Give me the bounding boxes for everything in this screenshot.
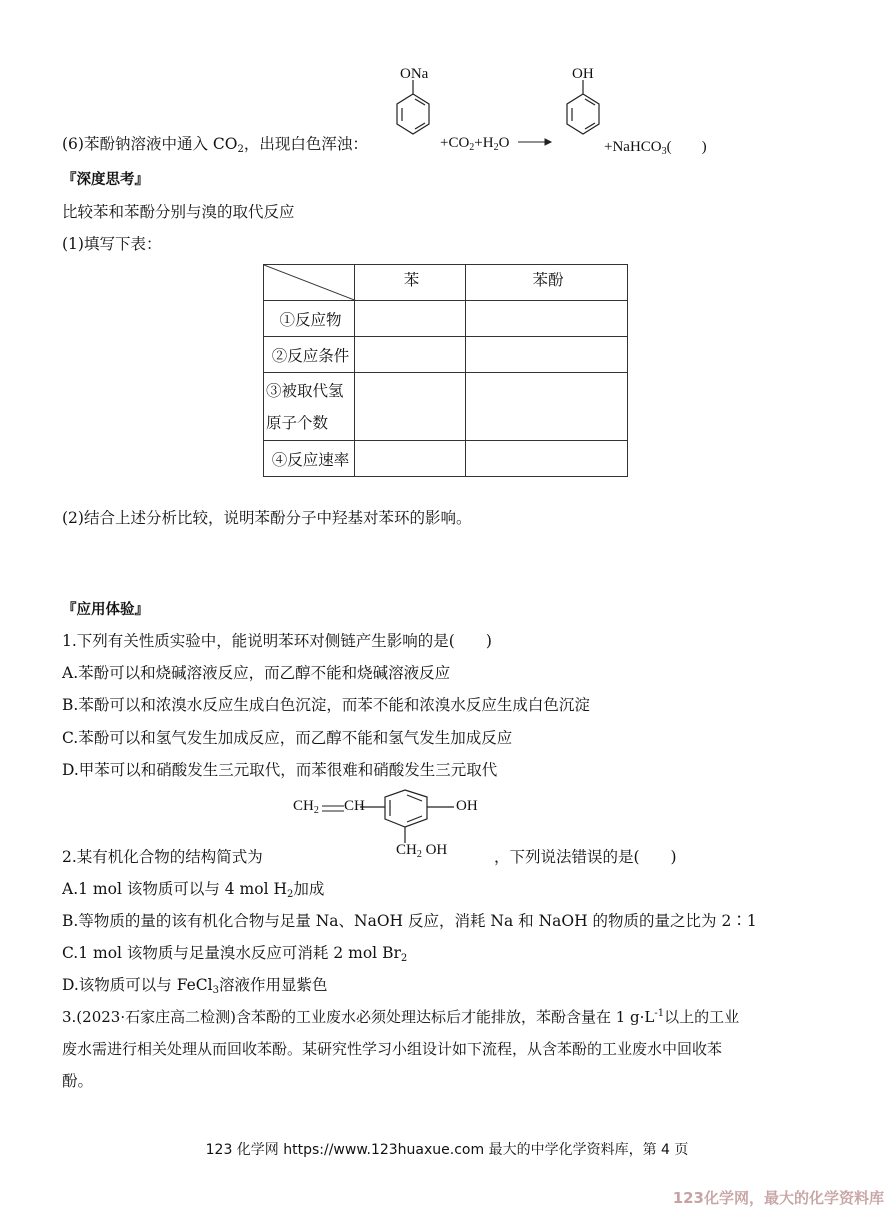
q1-stem: 1.下列有关性质实验中，能说明苯环对侧链产生影响的是( ) [62, 632, 492, 650]
benzene-ring-2 [567, 80, 599, 134]
table-cell[interactable] [355, 441, 466, 477]
q1-option-c: C.苯酚可以和氢气发生加成反应，而乙醇不能和氢气发生加成反应 [62, 729, 513, 747]
q2-struct-ch2: $CH_2$ [293, 798, 319, 816]
table-row-substituted-h: ③被取代氢 原子个数 [264, 373, 355, 441]
deep-think-heading: 『深度思考』 [62, 172, 149, 188]
q2-stem-a: 2.某有机化合物的结构简式为 [62, 848, 263, 866]
table-cell[interactable] [466, 441, 628, 477]
table-cell[interactable] [355, 373, 466, 441]
apply-heading: 『应用体验』 [62, 602, 149, 618]
table-row-condition: ②反应条件 [264, 337, 355, 373]
table-header-benzene: 苯 [355, 265, 466, 301]
watermark: 123化学网，最大的化学资料库 [672, 1189, 884, 1207]
benzene-ring-1 [397, 80, 429, 134]
q2-struct-oh: OH [456, 798, 478, 814]
table-row-rate: ④反应速率 [264, 441, 355, 477]
q1-option-d: D.甲苯可以和硝酸发生三元取代，而苯很难和硝酸发生三元取代 [62, 761, 498, 779]
deep-think-q2: (2)结合上述分析比较，说明苯酚分子中羟基对苯环的影响。 [62, 509, 472, 527]
q3-line1: 3.(2023·石家庄高二检测)含苯酚的工业废水必须处理达标后才能排放，苯酚含量在 1 $g\cdot L^{-1}$以上的工业 [62, 1008, 740, 1026]
double-bond-icon [322, 804, 344, 814]
table-corner-cell [264, 265, 355, 301]
q2-option-d: D.该物质可以与 FeCl$_3$溶液作用显紫色 [62, 976, 328, 996]
ona-label: ONa [400, 66, 429, 82]
item6-reactants: $+CO_2+H_2O$ [440, 135, 510, 153]
q2-stem-b: ，下列说法错误的是( ) [494, 848, 677, 866]
table-header-phenol: 苯酚 [466, 265, 628, 301]
q3-line2: 废水需进行相关处理从而回收苯酚。某研究性学习小组设计如下流程，从含苯酚的工业废水中回收苯 [62, 1040, 723, 1058]
q1-option-a: A.苯酚可以和烧碱溶液反应，而乙醇不能和烧碱溶液反应 [62, 664, 451, 682]
q2-option-c: C.1 mol 该物质与足量溴水反应可消耗 2 mol $Br_2$ [62, 944, 408, 964]
reaction-arrow [518, 139, 551, 145]
q3-line3: 酚。 [62, 1072, 94, 1090]
q2-struct-ch: CH [344, 798, 365, 814]
table-cell[interactable] [466, 337, 628, 373]
comparison-table [263, 264, 628, 477]
q2-struct-ch2oh: $CH_2$ OH [396, 842, 448, 860]
deep-think-intro: 比较苯和苯酚分别与溴的取代反应 [62, 203, 295, 221]
deep-think-q1: (1)填写下表： [62, 235, 162, 253]
q1-option-b: B.苯酚可以和浓溴水反应生成白色沉淀，而苯不能和浓溴水反应生成白色沉淀 [62, 696, 590, 714]
table-cell[interactable] [466, 301, 628, 337]
oh-label: OH [572, 66, 594, 82]
page-footer: 123 化学网 https://www.123huaxue.com 最大的中学化学资料库，第 4 页 [205, 1142, 689, 1158]
table-cell[interactable] [466, 373, 628, 441]
q2-option-b: B.等物质的量的该有机化合物与足量 Na、NaOH 反应，消耗 Na 和 NaOH 的物质的量之比为 2∶1 [62, 912, 757, 930]
q2-option-a: A.1 mol 该物质可以与 4 mol $H_2$加成 [62, 880, 325, 900]
table-cell[interactable] [355, 337, 466, 373]
table-row-reactant: ①反应物 [264, 301, 355, 337]
item6-text: (6)苯酚钠溶液中通入 $CO_2$，出现白色浑浊： [62, 135, 368, 155]
table-cell[interactable] [355, 301, 466, 337]
item6-products: +NaHCO$_3$( ) [604, 139, 707, 157]
